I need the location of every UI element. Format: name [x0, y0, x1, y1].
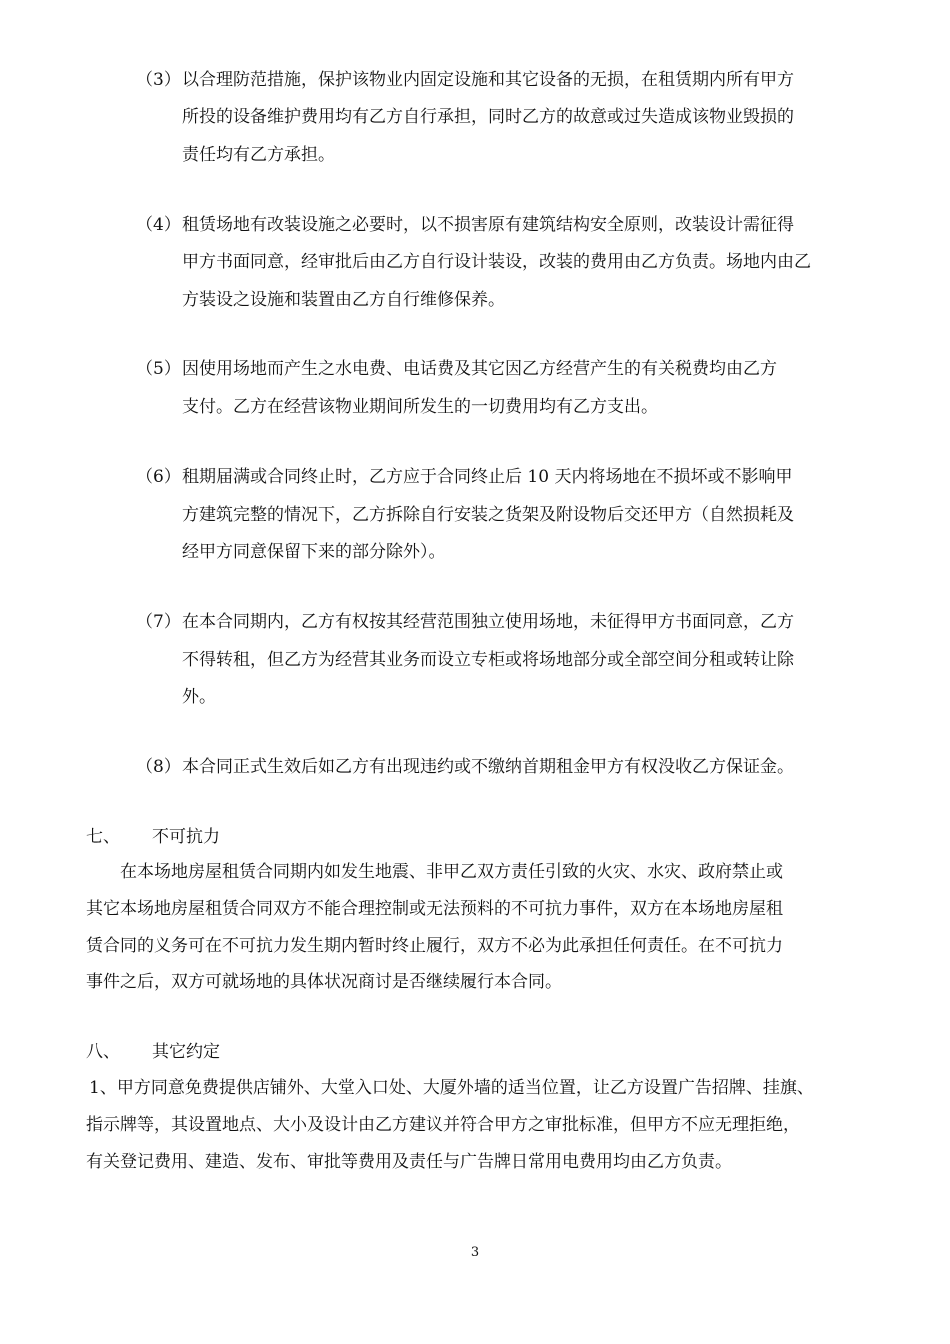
- section-7-line-4: 事件之后，双方可就场地的具体状况商讨是否继续履行本合同。: [86, 972, 562, 992]
- item-7-line-3: 外。: [182, 687, 216, 707]
- item-3-text-1: 以合理防范措施，保护该物业内固定设施和其它设备的无损，在租赁期内所有甲方: [182, 70, 794, 90]
- item-3-number: （3）: [136, 70, 181, 90]
- section-7-line-3: 赁合同的义务可在不可抗力发生期内暂时终止履行，双方不必为此承担任何责任。在不可抗力: [86, 936, 783, 956]
- section-8-line-3: 有关登记费用、建造、发布、审批等费用及责任与广告牌日常用电费用均由乙方负责。: [86, 1152, 732, 1172]
- section-7-line-2: 其它本场地房屋租赁合同双方不能合理控制或无法预料的不可抗力事件，双方在本场地房屋租: [86, 899, 783, 919]
- section-8-heading: [86, 1040, 220, 1064]
- section-8-number: 八、: [86, 1042, 120, 1062]
- item-8-line-1: [136, 755, 794, 779]
- item-6-line-1: [136, 465, 792, 489]
- item-5-line-2: 支付。乙方在经营该物业期间所发生的一切费用均有乙方支出。: [182, 397, 658, 417]
- item-6-number: （6）: [136, 467, 181, 487]
- item-5-line-1: [136, 357, 777, 381]
- item-7-text-1: 在本合同期内，乙方有权按其经营范围独立使用场地，未征得甲方书面同意，乙方: [182, 612, 794, 632]
- page-number: 3: [470, 1245, 480, 1260]
- item-8-text-1: 本合同正式生效后如乙方有出现违约或不缴纳首期租金甲方有权没收乙方保证金。: [182, 757, 794, 777]
- section-7-title: 不可抗力: [152, 827, 220, 847]
- section-8-line-1: 1、甲方同意免费提供店铺外、大堂入口处、大厦外墙的适当位置，让乙方设置广告招牌、挂旗、: [89, 1078, 814, 1098]
- item-5-text-1: 因使用场地而产生之水电费、电话费及其它因乙方经营产生的有关税费均由乙方: [182, 359, 777, 379]
- item-3-line-3: 责任均有乙方承担。: [182, 145, 335, 165]
- item-7-line-2: 不得转租，但乙方为经营其业务而设立专柜或将场地部分或全部空间分租或转让除: [182, 650, 794, 670]
- item-6-line-3: 经甲方同意保留下来的部分除外）。: [182, 542, 446, 562]
- item-3-line-1: [136, 68, 794, 92]
- item-8-number: （8）: [136, 757, 181, 777]
- section-7-line-1: 在本场地房屋租赁合同期内如发生地震、非甲乙双方责任引致的火灾、水灾、政府禁止或: [120, 862, 783, 882]
- item-4-text-1: 租赁场地有改装设施之必要时，以不损害原有建筑结构安全原则，改装设计需征得: [182, 215, 794, 235]
- item-4-line-1: [136, 213, 794, 237]
- item-6-text-1: 租期届满或合同终止时，乙方应于合同终止后 10 天内将场地在不损坏或不影响甲: [182, 467, 793, 487]
- section-7-number: 七、: [86, 827, 120, 847]
- item-4-line-2: 甲方书面同意，经审批后由乙方自行设计装设，改装的费用由乙方负责。场地内由乙: [182, 252, 811, 272]
- item-7-number: （7）: [136, 612, 181, 632]
- section-7-heading: [86, 825, 220, 849]
- item-4-number: （4）: [136, 215, 181, 235]
- item-3-line-2: 所投的设备维护费用均有乙方自行承担，同时乙方的故意或过失造成该物业毁损的: [182, 107, 794, 127]
- item-7-line-1: [136, 610, 794, 634]
- section-8-line-2: 指示牌等，其设置地点、大小及设计由乙方建议并符合甲方之审批标准，但甲方不应无理拒绝，: [86, 1115, 800, 1135]
- item-5-number: （5）: [136, 359, 181, 379]
- section-8-title: 其它约定: [152, 1042, 220, 1062]
- item-4-line-3: 方装设之设施和装置由乙方自行维修保养。: [182, 290, 505, 310]
- item-6-line-2: 方建筑完整的情况下，乙方拆除自行安装之货架及附设物后交还甲方（自然损耗及: [182, 505, 794, 525]
